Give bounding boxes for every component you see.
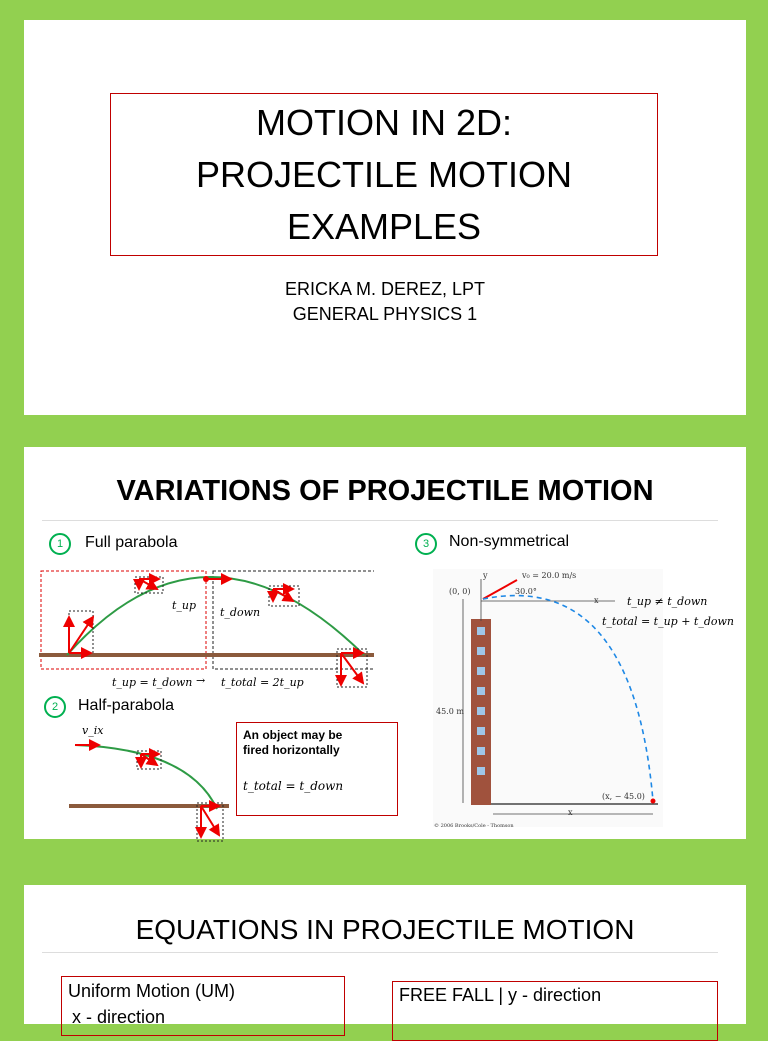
t-up-label: t_up	[172, 599, 197, 612]
trajectory	[67, 577, 364, 655]
equal-time-equation: t_up = t_down	[112, 676, 193, 689]
title-slide	[24, 20, 746, 415]
author-name: ERICKA M. DEREZ, LPT	[284, 279, 486, 299]
course-name: GENERAL PHYSICS 1	[292, 304, 478, 324]
total-time-equation: t_total = 2t_up	[221, 676, 304, 689]
half-parabola-diagram	[69, 731, 229, 843]
title-box	[110, 93, 658, 256]
title-divider	[42, 952, 718, 953]
height-label: 45.0 m	[436, 707, 464, 716]
item-label-full-parabola: Full parabola	[85, 534, 178, 551]
item-number-3: 3	[415, 533, 437, 555]
origin-label: (0, 0)	[449, 587, 471, 596]
item-number-1: 1	[49, 533, 71, 555]
horizontal-fire-note	[236, 722, 398, 816]
t-down-label: t_down	[220, 606, 261, 619]
full-parabola-diagram	[39, 569, 374, 689]
launch-angle-label: 30.0°	[515, 587, 537, 596]
v-ix-label: v_ix	[82, 724, 104, 737]
implies-arrow: →	[196, 674, 206, 687]
free-fall-box	[392, 981, 718, 1041]
slide-title: EQUATIONS IN PROJECTILE MOTION	[135, 914, 635, 945]
free-fall-title: FREE FALL | y - direction	[399, 985, 602, 1005]
variations-slide	[24, 447, 746, 839]
landing-point-label: (x, − 45.0)	[602, 792, 645, 801]
item-label-non-symmetrical: Non-symmetrical	[449, 533, 570, 550]
note-line-1: An object may be	[243, 728, 343, 742]
distance-label: x	[568, 808, 573, 817]
title-line-1: MOTION IN 2D:	[255, 101, 512, 143]
note-line-2: fired horizontally	[243, 743, 340, 757]
image-credit: © 2006 Brooks/Cole - Thomson	[434, 823, 514, 829]
y-axis-label: y	[483, 571, 488, 580]
item-label-half-parabola: Half-parabola	[78, 697, 175, 714]
title-line-2: PROJECTILE MOTION	[195, 153, 573, 195]
slide-title: VARIATIONS OF PROJECTILE MOTION	[116, 475, 654, 507]
item-number-2: 2	[44, 696, 66, 718]
unequal-time-equation: t_up ≠ t_down	[627, 595, 708, 608]
title-line-3: EXAMPLES	[286, 205, 482, 247]
note-equation: t_total = t_down	[243, 779, 344, 793]
total-time-sum-equation: t_total = t_up + t_down	[602, 615, 735, 628]
equations-slide	[24, 885, 746, 1027]
uniform-motion-box	[61, 976, 345, 1036]
initial-velocity-label: v₀ = 20.0 m/s	[522, 571, 577, 580]
x-axis-label: x	[594, 596, 599, 605]
uniform-motion-title: Uniform Motion (UM)	[68, 981, 236, 1001]
uniform-motion-subtitle: x - direction	[72, 1007, 166, 1027]
title-divider	[42, 520, 718, 521]
